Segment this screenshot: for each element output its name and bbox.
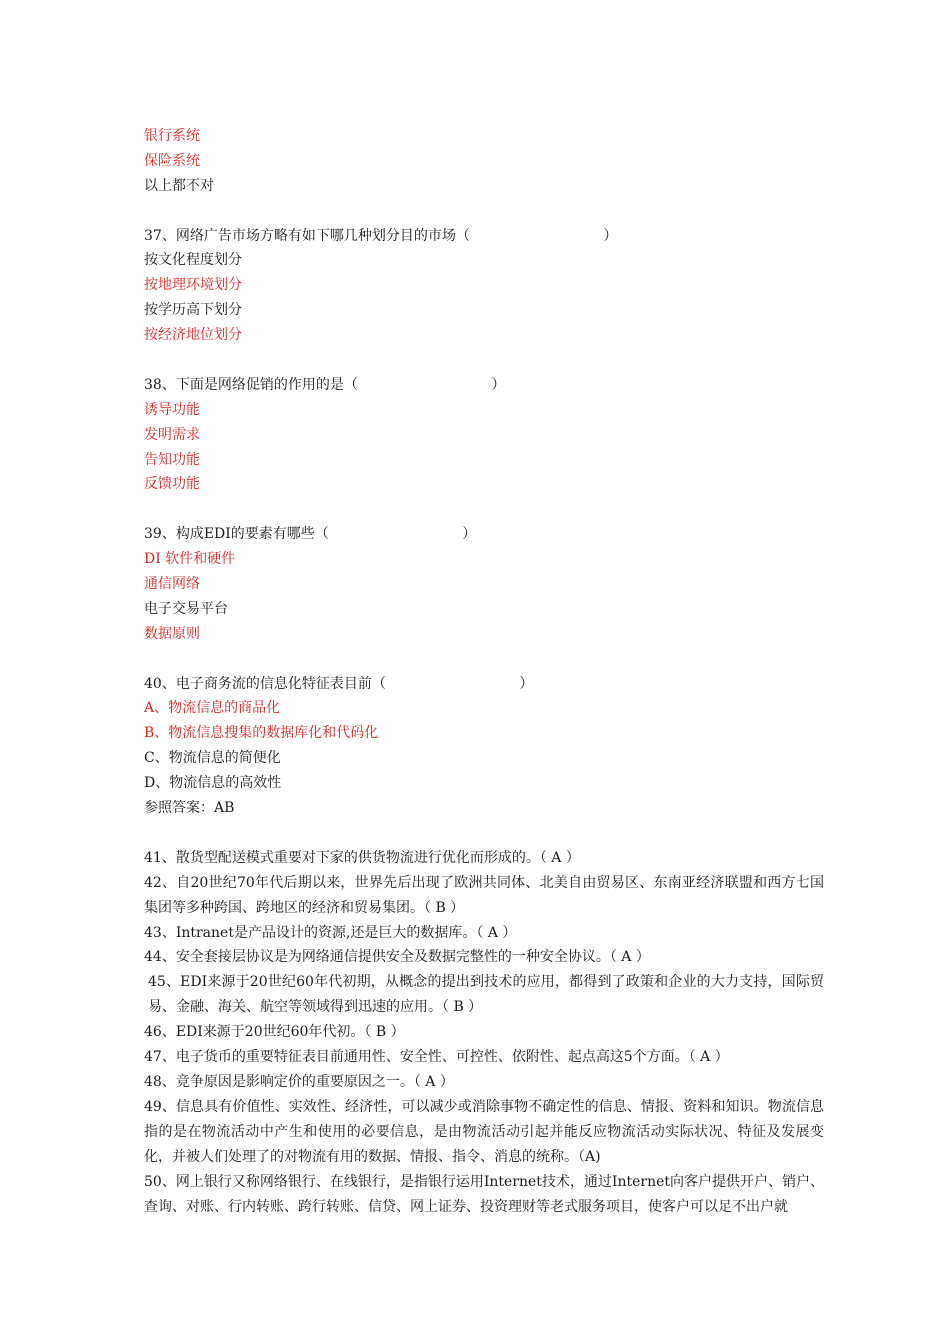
question-39 bbox=[144, 522, 824, 646]
option-text: B、物流信息搜集的数据库化和代码化 bbox=[144, 725, 379, 742]
judgement-item: 50、网上银行又称网络银行、在线银行，是指银行运用Internet技术，通过Internet向客户提供开户、销户、查询、对账、行内转账、跨行转账、信贷、网上证券、投资理财等老式服务项目，使客户可以足不出户就 bbox=[144, 1173, 824, 1215]
option-text: 保险系统 bbox=[144, 152, 200, 169]
option-text: 电子交易平台 bbox=[144, 600, 228, 617]
judgement-item: 41、散货型配送模式重要对下家的供货物流进行优化而形成的。（ A ） bbox=[144, 849, 580, 866]
option-text: A、物流信息的商品化 bbox=[144, 700, 281, 717]
judgement-item: 43、Intranet是产品设计的资源,还是巨大的数据库。（ A ） bbox=[144, 924, 517, 941]
option-text: 诱导功能 bbox=[144, 401, 200, 418]
question-37 bbox=[144, 224, 824, 348]
option-text: 按经济地位划分 bbox=[144, 327, 242, 344]
option-text: 发明需求 bbox=[144, 426, 200, 443]
option-text: 按学历高下划分 bbox=[144, 302, 242, 319]
question-40 bbox=[144, 672, 824, 821]
judgement-item: 49、信息具有价值性、实效性、经济性，可以减少或消除事物不确定性的信息、情报、资料和知识。物流信息指的是在物流活动中产生和使用的必要信息，是由物流活动引起并能反应物流活动实际状况、特征及发展变化，并被人们处理了的对物流有用的数据、情报、指令、消息的统称。（A) bbox=[144, 1098, 824, 1165]
option-text: 以上都不对 bbox=[144, 177, 214, 194]
judgement-item: 45、EDI来源于20世纪60年代初期，从概念的提出到技术的应用，都得到了政策和企业的大力支持，国际贸易、金融、海关、航空等领域得到迅速的应用。（ B ） bbox=[148, 974, 824, 1016]
option-text: 按文化程度划分 bbox=[144, 252, 242, 269]
question-stem: 39、构成EDI的要素有哪些（ ） bbox=[144, 526, 477, 543]
question-38 bbox=[144, 373, 824, 497]
option-text: 通信网络 bbox=[144, 576, 200, 593]
judgement-item: 47、电子货币的重要特征表目前通用性、安全性、可控性、依附性、起点高这5个方面。（ A ） bbox=[144, 1049, 729, 1066]
question-stem: 40、电子商务流的信息化特征表目前（ ） bbox=[144, 675, 534, 692]
judgement-item: 48、竞争原因是影响定价的重要原因之一。（ A ） bbox=[144, 1073, 454, 1090]
document-page bbox=[144, 124, 824, 1219]
judgement-item: 46、EDI来源于20世纪60年代初。（ B ） bbox=[144, 1024, 405, 1041]
spacer bbox=[144, 199, 824, 224]
judgement-questions bbox=[144, 846, 824, 1220]
question-36-options bbox=[144, 124, 824, 199]
option-text: 数据原则 bbox=[144, 625, 200, 642]
judgement-item: 42、自20世纪70年代后期以来，世界先后出现了欧洲共同体、北美自由贸易区、东南亚经济联盟和西方七国集团等多种跨国、跨地区的经济和贸易集团。（ B ） bbox=[144, 874, 824, 916]
spacer bbox=[144, 647, 824, 672]
option-text: 告知功能 bbox=[144, 451, 200, 468]
spacer bbox=[144, 348, 824, 373]
spacer bbox=[144, 497, 824, 522]
reference-answer: 参照答案：AB bbox=[144, 800, 235, 817]
option-text: 银行系统 bbox=[144, 128, 200, 144]
option-text: 反馈功能 bbox=[144, 476, 200, 493]
judgement-item: 44、安全套接层协议是为网络通信提供安全及数据完整性的一种安全协议。（ A ） bbox=[144, 949, 650, 966]
option-text: 按地理环境划分 bbox=[144, 277, 242, 294]
option-text: C、物流信息的简便化 bbox=[144, 750, 281, 767]
question-stem: 37、网络广告市场方略有如下哪几种划分目的市场（ ） bbox=[144, 227, 618, 244]
question-stem: 38、下面是网络促销的作用的是（ ） bbox=[144, 376, 506, 393]
spacer bbox=[144, 821, 824, 846]
option-text: DI 软件和硬件 bbox=[144, 551, 236, 568]
option-text: D、物流信息的高效性 bbox=[144, 775, 282, 792]
